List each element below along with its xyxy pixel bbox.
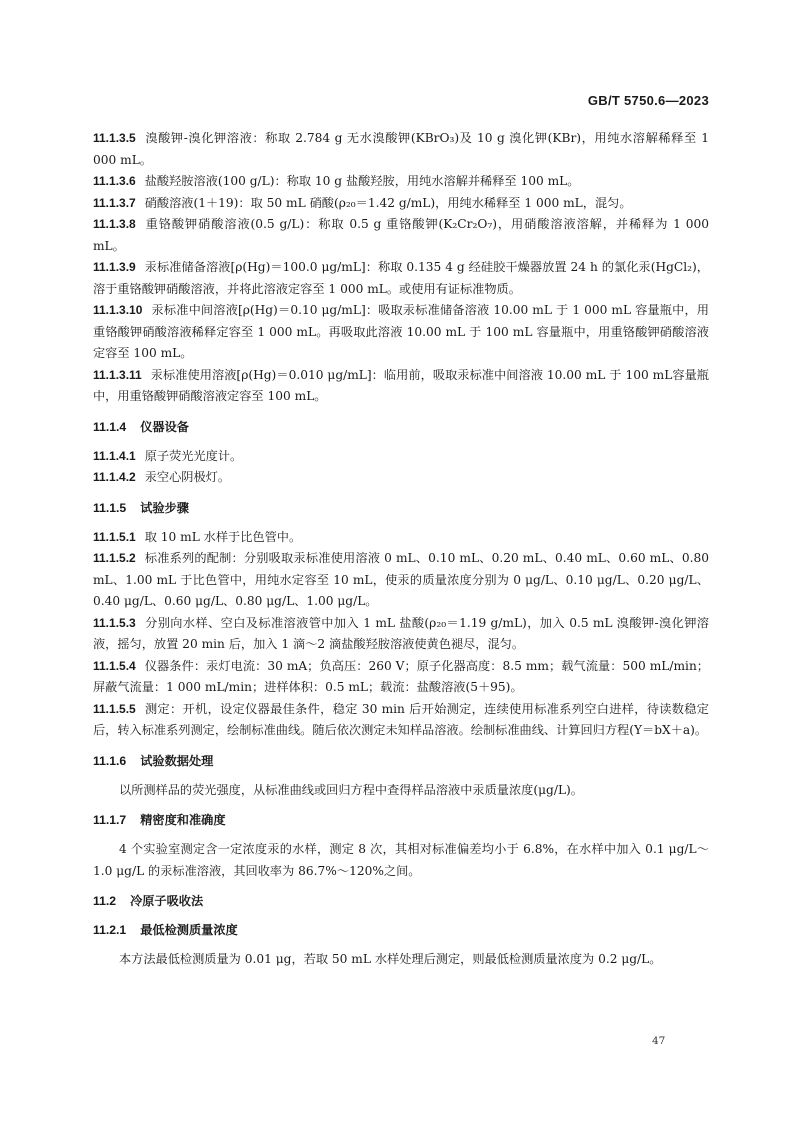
section-title: 冷原子吸收法 bbox=[130, 894, 204, 908]
clause-text: 原子荧光光度计。 bbox=[144, 448, 243, 463]
section-title: 试验步骤 bbox=[140, 500, 189, 515]
clause-11-1-3-10 bbox=[93, 300, 709, 365]
clause-11-1-3-5 bbox=[93, 128, 709, 171]
paragraph-data-processing: 以所测样品的荧光强度，从标准曲线或回归方程中查得样品溶液中汞质量浓度(μg/L)。 bbox=[119, 782, 583, 797]
paragraph-precision: 4 个实验室测定含一定浓度汞的水样，测定 8 次，其相对标准偏差均小于 6.8%，在水样中加入 0.1 μg/L～1.0 μg/L 的汞标准溶液，其回收率为 86.7%～120%之间。 bbox=[93, 842, 709, 878]
section-heading-11-2 bbox=[93, 891, 709, 911]
clause-text: 汞标准使用溶液[ρ(Hg)＝0.010 μg/mL]：临用前，吸取汞标准中间溶液 10.00 mL 于 100 mL容量瓶中，用重铬酸钾硝酸溶液定容至 100 mL。 bbox=[93, 367, 709, 403]
section-title: 试验数据处理 bbox=[140, 753, 214, 768]
clause-number: 11.1.5.1 bbox=[93, 529, 136, 544]
section-heading-11-2-1 bbox=[93, 920, 709, 940]
clause-11-1-3-11 bbox=[93, 365, 709, 408]
clause-number: 11.1.3.7 bbox=[93, 195, 136, 210]
clause-number: 11.1.3.10 bbox=[93, 303, 143, 317]
clause-number: 11.1.5.5 bbox=[93, 701, 136, 716]
clause-number: 11.1.4.1 bbox=[93, 448, 136, 463]
clause-11-1-3-8 bbox=[93, 214, 709, 257]
clause-text: 分别向水样、空白及标准溶液管中加入 1 mL 盐酸(ρ₂₀＝1.19 g/mL)，加入 0.5 mL 溴酸钾-溴化钾溶液，摇匀，放置 20 min 后，加入 1 滴～2 滴盐酸羟胺溶液使黄色褪尽，混匀。 bbox=[93, 615, 709, 651]
section-number: 11.1.5 bbox=[93, 500, 127, 515]
clause-number: 11.1.3.9 bbox=[93, 260, 136, 274]
clause-number: 11.1.3.6 bbox=[93, 174, 136, 188]
clause-11-1-5-5 bbox=[93, 699, 709, 742]
clause-number: 11.1.3.5 bbox=[93, 131, 136, 145]
section-number: 11.2.1 bbox=[93, 923, 127, 937]
section-heading-11-1-4 bbox=[93, 417, 709, 437]
section-heading-11-1-6 bbox=[93, 751, 709, 771]
clause-text: 汞标准储备溶液[ρ(Hg)＝100.0 μg/mL]：称取 0.135 4 g 经硅胶干燥器放置 24 h 的氯化汞(HgCl₂)，溶于重铬酸钾硝酸溶液，并将此溶液定容至 1 000 mL。或使用有证标准物质。 bbox=[93, 260, 709, 296]
clause-text: 盐酸羟胺溶液(100 g/L)：称取 10 g 盐酸羟胺，用纯水溶解并稀释至 100 mL。 bbox=[144, 174, 580, 188]
clause-text: 取 10 mL 水样于比色管中。 bbox=[144, 529, 302, 544]
section-title: 精密度和准确度 bbox=[140, 813, 226, 827]
page-number: 47 bbox=[652, 1035, 666, 1047]
clause-11-1-4-2 bbox=[93, 467, 709, 489]
clause-number: 11.1.5.3 bbox=[93, 615, 136, 630]
clause-number: 11.1.3.8 bbox=[93, 217, 136, 231]
clause-11-1-5-2 bbox=[93, 548, 709, 613]
clause-11-1-5-1 bbox=[93, 527, 709, 549]
clause-text: 硝酸溶液(1＋19)：取 50 mL 硝酸(ρ₂₀＝1.42 g/mL)，用纯水稀释至 1 000 mL，混匀。 bbox=[144, 195, 632, 210]
clause-text: 仪器条件：汞灯电流：30 mA；负高压：260 V；原子化器高度：8.5 mm；载气流量：500 mL/min；屏蔽气流量：1 000 mL/min；进样体积：0.5 mL；载流：盐酸溶液(5＋95)。 bbox=[93, 658, 709, 694]
clause-text: 标准系列的配制：分别吸取汞标准使用溶液 0 mL、0.10 mL、0.20 mL、0.40 mL、0.60 mL、0.80 mL、1.00 mL 于比色管中，用纯水定容至 10 mL，使汞的质量浓度分别为 0 μg/L、0.10 μg/L、0.20 μg/L、0.40 μg/L、0.60 μg/L、0.80 μg/L、1.00 μg/L。 bbox=[93, 551, 709, 608]
section-number: 11.1.7 bbox=[93, 813, 127, 827]
clause-11-1-3-6 bbox=[93, 171, 709, 193]
section-number: 11.1.4 bbox=[93, 419, 127, 434]
document-body bbox=[93, 128, 709, 977]
clause-11-1-4-1 bbox=[93, 446, 709, 468]
section-number: 11.2 bbox=[93, 894, 117, 908]
clause-number: 11.1.3.11 bbox=[93, 367, 142, 382]
clause-text: 测定：开机，设定仪器最佳条件，稳定 30 min 后开始测定，连续使用标准系列空白进样，待读数稳定后，转入标准系列测定，绘制标准曲线。随后依次测定未知样品溶液。绘制标准曲线、计算回归方程(Y＝bX＋a)。 bbox=[93, 701, 709, 737]
section-title: 最低检测质量浓度 bbox=[140, 923, 238, 937]
clause-11-1-3-7 bbox=[93, 193, 709, 215]
clause-text: 重铬酸钾硝酸溶液(0.5 g/L)：称取 0.5 g 重铬酸钾(K₂Cr₂O₇)，用硝酸溶液溶解，并稀释为 1 000 mL。 bbox=[93, 217, 709, 253]
clause-text: 汞标准中间溶液[ρ(Hg)＝0.10 μg/mL]：吸取汞标准储备溶液 10.00 mL 于 1 000 mL 容量瓶中，用重铬酸钾硝酸溶液稀释定容至 1 000 mL。再吸取此溶液 10.00 mL 于 100 mL 容量瓶中，用重铬酸钾硝酸溶液定容至 100 mL。 bbox=[93, 303, 709, 360]
paragraph-detection-limit: 本方法最低检测质量为 0.01 μg，若取 50 mL 水样处理后测定，则最低检测质量浓度为 0.2 μg/L。 bbox=[119, 952, 662, 966]
section-number: 11.1.6 bbox=[93, 753, 127, 768]
clause-11-1-5-3 bbox=[93, 613, 709, 656]
clause-text: 溴酸钾-溴化钾溶液：称取 2.784 g 无水溴酸钾(KBrO₃)及 10 g 溴化钾(KBr)，用纯水溶解稀释至 1 000 mL。 bbox=[93, 131, 709, 167]
section-title: 仪器设备 bbox=[140, 419, 189, 434]
clause-text: 汞空心阴极灯。 bbox=[144, 470, 231, 484]
clause-11-1-5-4 bbox=[93, 656, 709, 699]
clause-11-1-3-9 bbox=[93, 257, 709, 300]
section-heading-11-1-7 bbox=[93, 810, 709, 830]
clause-number: 11.1.5.4 bbox=[93, 658, 136, 673]
clause-number: 11.1.4.2 bbox=[93, 470, 136, 484]
standard-number: GB/T 5750.6—2023 bbox=[587, 93, 709, 108]
clause-number: 11.1.5.2 bbox=[93, 551, 136, 565]
section-heading-11-1-5 bbox=[93, 498, 709, 518]
